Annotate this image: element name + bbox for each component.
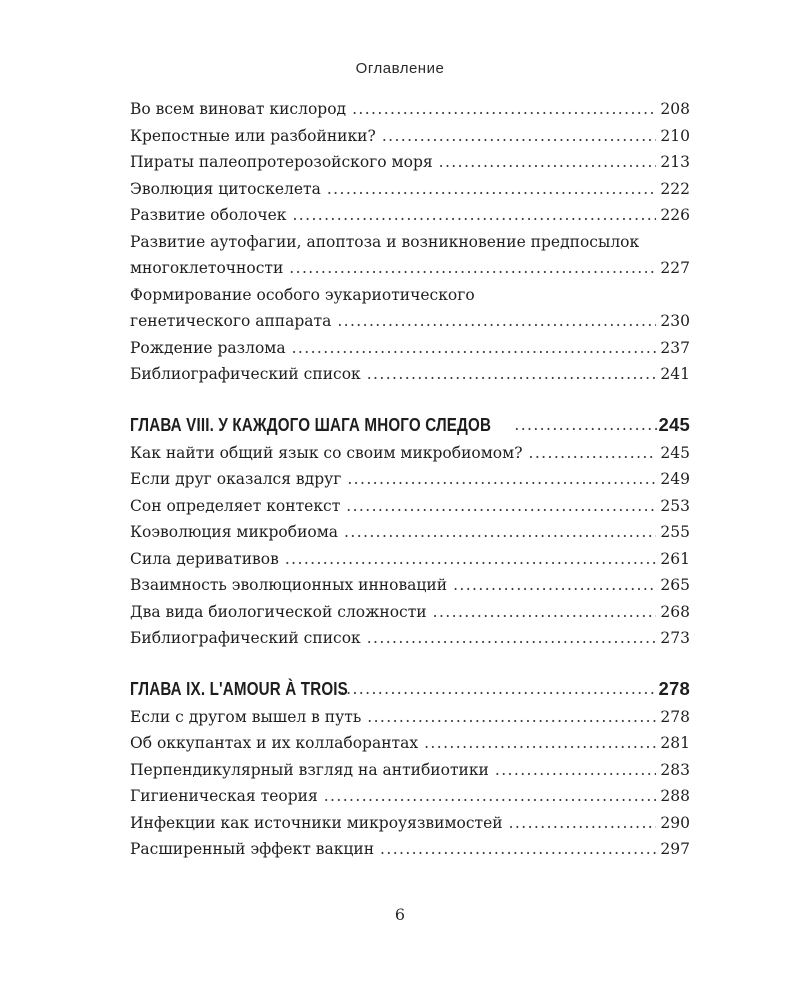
toc-entry-title: Гигиеническая теория: [130, 787, 318, 805]
dot-leader: [340, 674, 657, 704]
dot-leader: [344, 519, 656, 546]
dot-leader: [382, 123, 657, 150]
toc-entry-page: 237: [660, 338, 690, 357]
toc-entry-title: Библиографический список: [130, 629, 361, 647]
toc-entry-title: Рождение разлома: [130, 338, 286, 357]
toc-entry[interactable]: [130, 810, 690, 837]
toc-entry[interactable]: [130, 572, 690, 599]
dot-leader: [367, 704, 656, 731]
toc-entry-page: 265: [660, 576, 690, 594]
toc-entry[interactable]: [130, 757, 690, 784]
toc-entry-title: Эволюция цитоскелета: [130, 179, 321, 198]
toc-entry[interactable]: [130, 730, 690, 757]
toc-entry-page: 208: [660, 100, 690, 118]
page-number: 6: [394, 905, 406, 924]
toc-entry-page: 283: [660, 760, 690, 779]
dot-leader: [509, 810, 657, 837]
toc-entry-title: Развитие оболочек: [130, 206, 287, 224]
chapter-page: 278: [658, 677, 690, 699]
toc-entry-page: 249: [660, 470, 690, 488]
toc-entry-page: 245: [660, 443, 690, 462]
toc-entry-title: Коэволюция микробиома: [130, 523, 339, 541]
dot-leader: [380, 836, 656, 863]
toc-entry[interactable]: [130, 546, 690, 573]
toc-entry-title-line1: Формирование особого эукариотического: [130, 285, 475, 304]
toc-entry[interactable]: [130, 519, 690, 546]
dot-leader: [347, 466, 656, 493]
toc-entry-title: Во всем виноват кислород: [130, 100, 347, 118]
chapter-heading[interactable]: [130, 410, 690, 440]
toc-entry[interactable]: [130, 599, 690, 626]
dot-leader: [289, 255, 656, 282]
toc-entry-title: Об оккупантах и их коллаборантах: [130, 734, 419, 752]
toc-entry-title: Расширенный эффект вакцин: [130, 840, 375, 858]
dot-leader: [367, 625, 657, 652]
toc-entry[interactable]: [130, 229, 690, 282]
toc-entry-title: Сила дериватив​ов: [130, 549, 279, 568]
toc-entry[interactable]: [130, 783, 690, 810]
toc-entry-page: 290: [660, 813, 690, 832]
dot-leader: [433, 599, 657, 626]
dot-leader: [495, 757, 657, 784]
toc-entry-page: 213: [660, 153, 690, 171]
toc-entry[interactable]: [130, 625, 690, 652]
dot-leader: [327, 176, 657, 203]
chapter-title: ГЛАВА IX. L'AMOUR À TROIS: [130, 677, 348, 699]
dot-leader: [285, 546, 657, 573]
toc-entry-title: Крепостные или разбойники?: [130, 126, 376, 145]
toc-entry-page: 253: [660, 496, 690, 515]
toc-entry[interactable]: [130, 96, 690, 123]
dot-leader: [514, 410, 656, 440]
dot-leader: [424, 730, 656, 757]
toc-entry-page: 226: [660, 206, 690, 224]
chapter-page: 245: [658, 413, 690, 435]
toc-header: Оглавление: [355, 60, 445, 77]
toc-entry-page: 261: [660, 549, 690, 568]
dot-leader: [346, 493, 656, 520]
toc-entry-title: Пираты палеопротерозойского моря: [130, 153, 433, 171]
toc-entry-title: Если друг оказался вдруг: [130, 470, 342, 488]
toc-entry-page: 281: [660, 734, 690, 752]
toc-entry-page: 222: [660, 179, 690, 198]
toc-entry-title: Два вида биологической сложности: [130, 602, 427, 621]
dot-leader: [439, 149, 657, 176]
toc-entry-title: Инфекции как источники микроуязвимостей: [130, 813, 503, 832]
toc-entry-page: 268: [660, 602, 690, 621]
dot-leader: [367, 361, 657, 388]
toc-entry-title-line1: Развитие аутофагии, апоптоза и возникновение предпосылок: [130, 232, 640, 251]
toc-entry[interactable]: [130, 335, 690, 362]
toc-entry-page: 288: [660, 787, 690, 805]
toc-entry-page: 297: [660, 840, 690, 858]
dot-leader: [453, 572, 656, 599]
dot-leader: [529, 440, 657, 467]
toc-entry-title: Сон определяет контекст: [130, 496, 341, 515]
toc-entry-page: 278: [660, 707, 690, 726]
toc-entry[interactable]: [130, 282, 690, 335]
dot-leader: [324, 783, 657, 810]
toc-entry-page: 230: [660, 312, 690, 330]
toc-entry[interactable]: [130, 440, 690, 467]
toc-entry[interactable]: [130, 202, 690, 229]
dot-leader: [292, 202, 656, 229]
table-of-contents: [130, 96, 690, 863]
dot-leader: [292, 335, 657, 362]
dot-leader: [352, 96, 656, 123]
toc-entry-title: Библиографический список: [130, 365, 361, 383]
toc-entry[interactable]: [130, 704, 690, 731]
toc-entry[interactable]: [130, 176, 690, 203]
toc-entry-title-line2: многоклеточности: [130, 259, 284, 277]
toc-entry-page: 227: [660, 259, 690, 277]
toc-entry[interactable]: [130, 149, 690, 176]
toc-entry-page: 210: [660, 126, 690, 145]
toc-entry-title-line2: генетического аппарата: [130, 312, 332, 330]
toc-entry-page: 255: [660, 523, 690, 541]
toc-entry-title: Перпендикулярный взгляд на антибиотики: [130, 760, 489, 779]
chapter-heading[interactable]: [130, 674, 690, 704]
toc-entry-page: 241: [660, 365, 690, 383]
toc-entry-page: 273: [660, 629, 690, 647]
toc-entry-title: Как найти общий язык со своим микробиомом?: [130, 443, 523, 462]
toc-entry-title: Если с другом вышел в путь: [130, 707, 362, 726]
toc-entry[interactable]: [130, 836, 690, 863]
toc-entry-title: Взаимность эволюционных инноваций: [130, 576, 448, 594]
dot-leader: [337, 308, 656, 335]
toc-entry[interactable]: [130, 466, 690, 493]
chapter-title: ГЛАВА VIII. У КАЖДОГО ШАГА МНОГО СЛЕДОВ: [130, 413, 492, 435]
toc-entry[interactable]: [130, 493, 690, 520]
toc-entry[interactable]: [130, 361, 690, 388]
toc-entry[interactable]: [130, 123, 690, 150]
